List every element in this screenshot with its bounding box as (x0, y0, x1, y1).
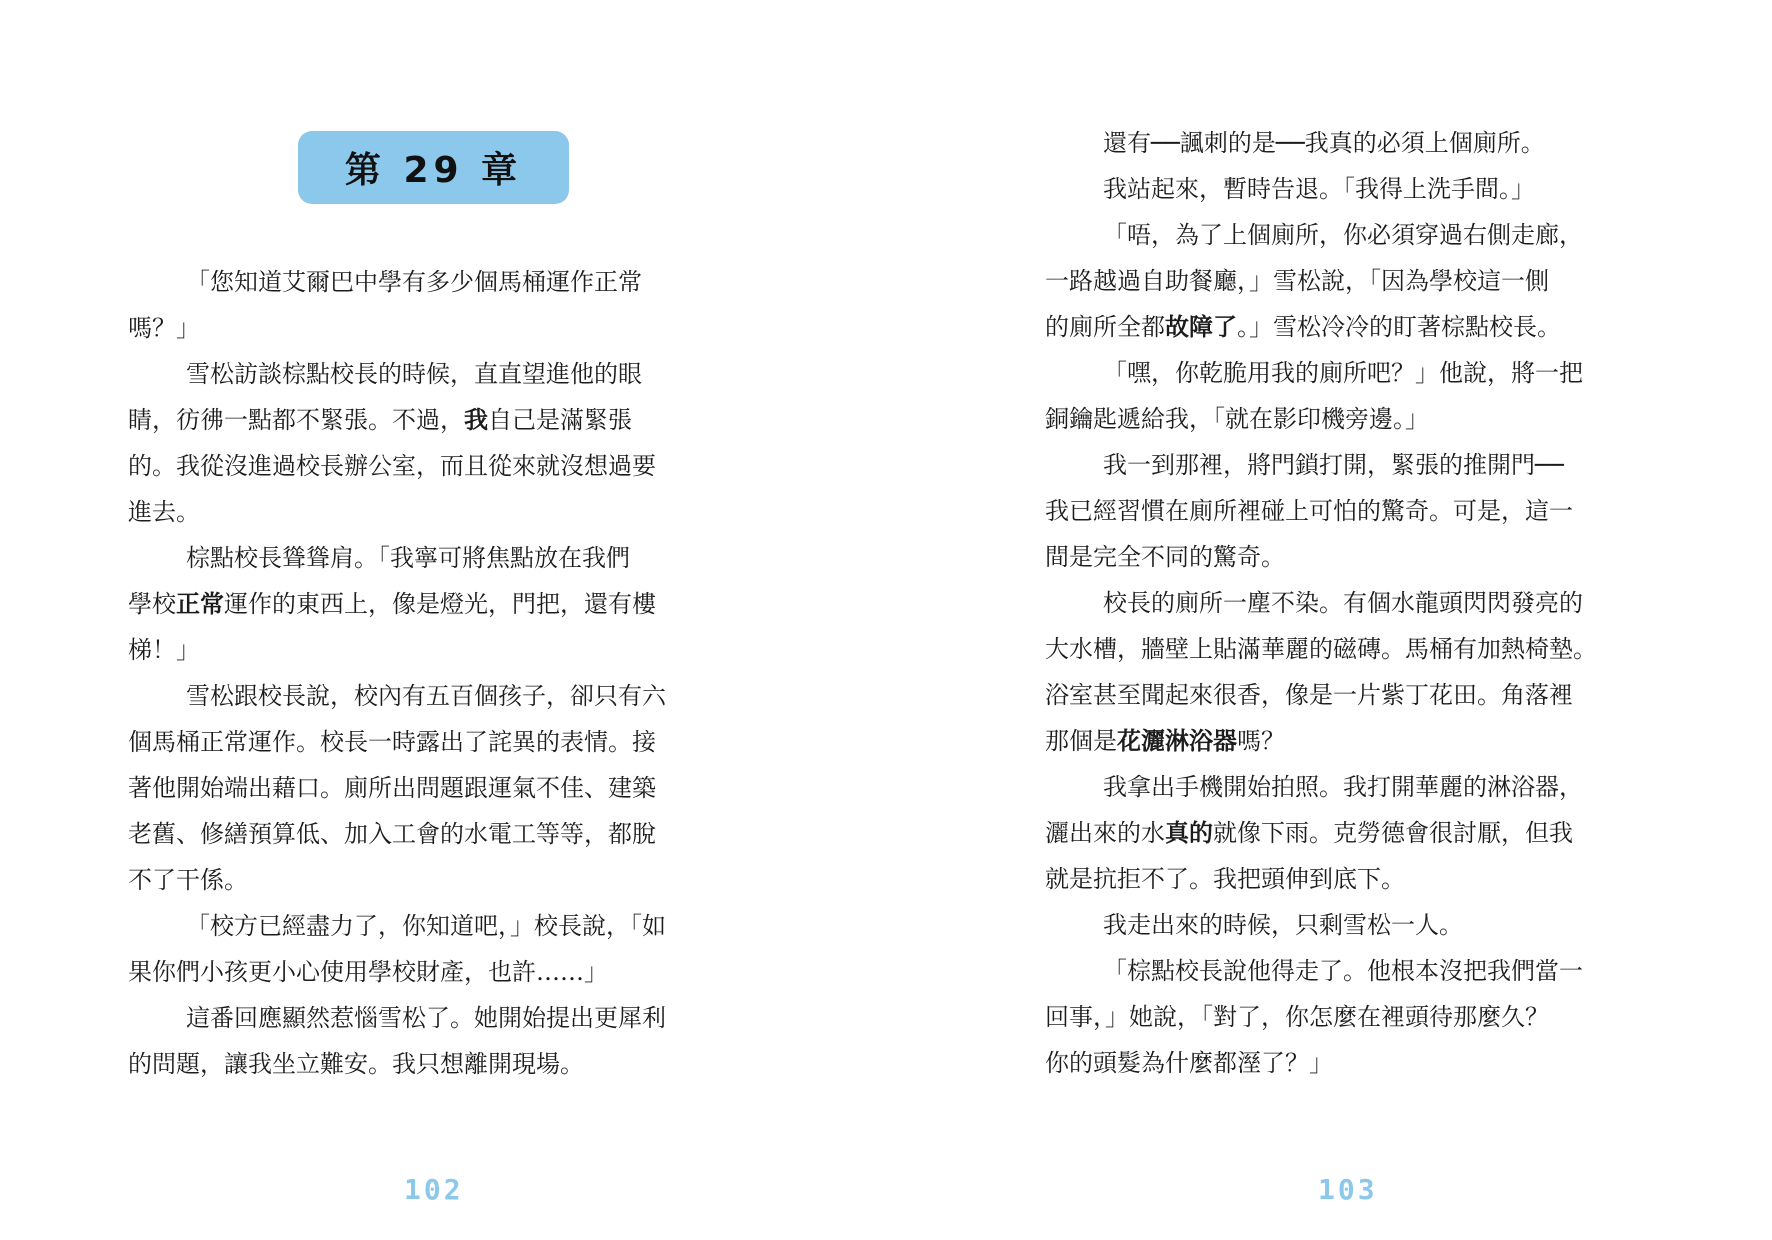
text-line: 銅鑰匙遞給我，「就在影印機旁邊。」 (1045, 405, 1429, 433)
text-line: 的廁所全都故障了。」雪松冷冷的盯著棕點校長。 (1045, 313, 1561, 341)
text-line: 睛，彷彿一點都不緊張。不過，我自己是滿緊張 (128, 406, 632, 434)
text-line: 間是完全不同的驚奇。 (1045, 543, 1285, 571)
text-line: 雪松訪談棕點校長的時候，直直望進他的眼 (186, 360, 642, 388)
page-number: 103 (1318, 1173, 1378, 1206)
text-line: 嗎？」 (128, 314, 200, 342)
page-number: 102 (404, 1173, 464, 1206)
text-line: 棕點校長聳聳肩。「我寧可將焦點放在我們 (186, 544, 630, 572)
emphasis-text: 花灑淋浴器 (1117, 727, 1237, 755)
text-line: 還有──諷刺的是──我真的必須上個廁所。 (1103, 129, 1545, 157)
text-line: 「棕點校長說他得走了。他根本沒把我們當一 (1103, 957, 1583, 985)
text-line: 的問題，讓我坐立難安。我只想離開現場。 (128, 1050, 584, 1078)
text-line: 不了干係。 (128, 866, 248, 894)
text-line: 浴室甚至聞起來很香，像是一片紫丁花田。角落裡 (1045, 681, 1573, 709)
text-line: 著他開始端出藉口。廁所出問題跟運氣不佳、建築 (128, 774, 656, 802)
text-line: 一路越過自助餐廳，」雪松說，「因為學校這一側 (1045, 267, 1549, 295)
emphasis-text: 真的 (1165, 819, 1213, 847)
text-line: 「您知道艾爾巴中學有多少個馬桶運作正常 (186, 268, 642, 296)
text-line: 我站起來，暫時告退。「我得上洗手間。」 (1103, 175, 1535, 203)
text-line: 校長的廁所一塵不染。有個水龍頭閃閃發亮的 (1103, 589, 1583, 617)
text-line: 我拿出手機開始拍照。我打開華麗的淋浴器， (1103, 773, 1583, 801)
text-line: 老舊、修繕預算低、加入工會的水電工等等，都脫 (128, 820, 656, 848)
text-line: 大水槽，牆壁上貼滿華麗的磁磚。馬桶有加熱椅墊。 (1045, 635, 1597, 663)
text-line: 這番回應顯然惹惱雪松了。她開始提出更犀利 (186, 1004, 666, 1032)
text-line: 梯！」 (128, 636, 200, 664)
text-line: 進去。 (128, 498, 200, 526)
text-line: 「校方已經盡力了，你知道吧，」校長說，「如 (186, 912, 666, 940)
text-line: 我走出來的時候，只剩雪松一人。 (1103, 911, 1463, 939)
text-line: 就是抗拒不了。我把頭伸到底下。 (1045, 865, 1405, 893)
text-line: 我已經習慣在廁所裡碰上可怕的驚奇。可是，這一 (1045, 497, 1573, 525)
text-line: 雪松跟校長說，校內有五百個孩子，卻只有六 (186, 682, 666, 710)
chapter-title: 第 29 章 (298, 131, 569, 204)
text-line: 果你們小孩更小心使用學校財產，也許……」 (128, 958, 608, 986)
text-line: 「嘿，你乾脆用我的廁所吧？」他說，將一把 (1103, 359, 1583, 387)
text-line: 你的頭髮為什麼都溼了？」 (1045, 1049, 1333, 1077)
emphasis-text: 我 (464, 406, 488, 434)
text-line: 的。我從沒進過校長辦公室，而且從來就沒想過要 (128, 452, 656, 480)
text-line: 我一到那裡，將門鎖打開，緊張的推開門── (1103, 451, 1564, 479)
text-line: 「唔，為了上個廁所，你必須穿過右側走廊， (1103, 221, 1583, 249)
text-line: 那個是花灑淋浴器嗎？ (1045, 727, 1285, 755)
text-line: 回事，」她說，「對了，你怎麼在裡頭待那麼久？ (1045, 1003, 1549, 1031)
emphasis-text: 故障了 (1165, 313, 1237, 341)
text-line: 學校正常運作的東西上，像是燈光，門把，還有樓 (128, 590, 656, 618)
text-line: 個馬桶正常運作。校長一時露出了詫異的表情。接 (128, 728, 656, 756)
emphasis-text: 正常 (176, 590, 224, 618)
text-line: 灑出來的水真的就像下雨。克勞德會很討厭，但我 (1045, 819, 1573, 847)
